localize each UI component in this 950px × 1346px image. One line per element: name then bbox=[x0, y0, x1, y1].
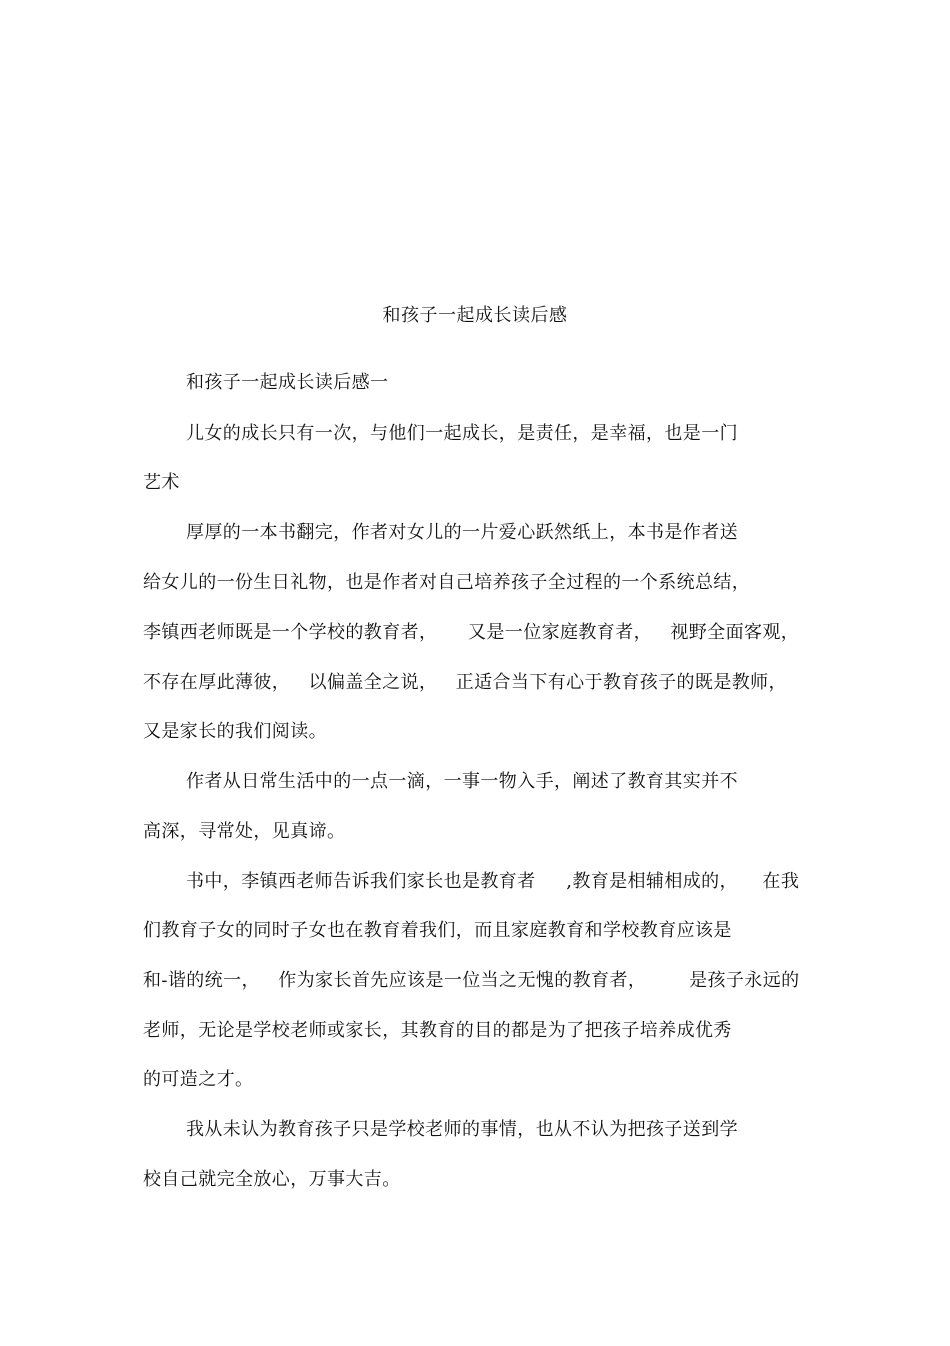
paragraph-line: 们教育子女的同时子女也在教育着我们，而且家庭教育和学校教育应该是 bbox=[143, 920, 732, 941]
paragraph-line: 作者从日常生活中的一点一滴，一事一物入手，阐述了教育其实并不 bbox=[186, 771, 738, 792]
paragraph-line: 儿女的成长只有一次，与他们一起成长，是责任，是幸福，也是一门 bbox=[186, 423, 738, 444]
paragraph-line: 不存在厚此薄彼， 以偏盖全之说， 正适合当下有心于教育孩子的既是教师， bbox=[143, 672, 787, 693]
paragraph-line: 校自己就完全放心，万事大吉。 bbox=[143, 1169, 401, 1190]
document-title: 和孩子一起成长读后感 bbox=[382, 305, 568, 326]
paragraph-line: 高深，寻常处，见真谛。 bbox=[143, 821, 346, 842]
paragraph-line: 李镇西老师既是一个学校的教育者， 又是一位家庭教育者， 视野全面客观， bbox=[143, 622, 800, 643]
paragraph-line: 厚厚的一本书翻完，作者对女儿的一片爱心跃然纸上，本书是作者送 bbox=[186, 522, 738, 543]
paragraph-line: 给女儿的一份生日礼物，也是作者对自己培养孩子全过程的一个系统总结， bbox=[143, 572, 751, 593]
paragraph-line: 艺术 bbox=[143, 472, 180, 493]
paragraph-line: 又是家长的我们阅读。 bbox=[143, 721, 327, 742]
paragraph-line: 的可造之才。 bbox=[143, 1069, 254, 1090]
section-heading: 和孩子一起成长读后感一 bbox=[186, 372, 389, 393]
paragraph-line: 书中，李镇西老师告诉我们家长也是教育者 ,教育是相辅相成的， 在我 bbox=[186, 871, 800, 892]
paragraph-line: 和-谐的统一， 作为家长首先应该是一位当之无愧的教育者， 是孩子永远的 bbox=[143, 970, 800, 991]
paragraph-line: 老师，无论是学校老师或家长，其教育的目的都是为了把孩子培养成优秀 bbox=[143, 1020, 732, 1041]
paragraph-line: 我从未认为教育孩子只是学校老师的事情，也从不认为把孩子送到学 bbox=[186, 1119, 738, 1140]
